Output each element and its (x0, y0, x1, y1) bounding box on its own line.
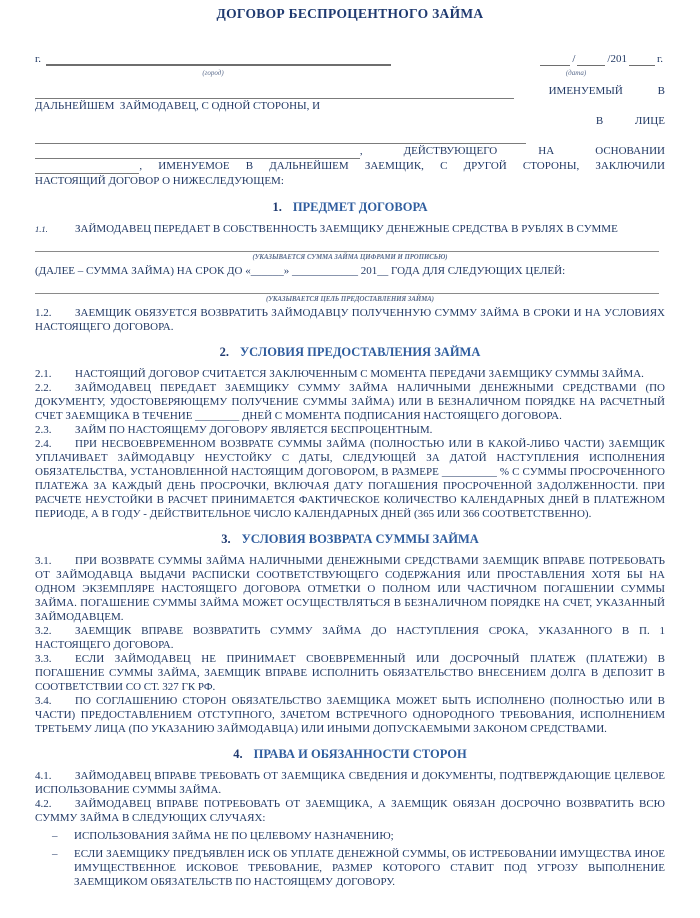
preamble-text: НАСТОЯЩИЙ ДОГОВОР О НИЖЕСЛЕДУЮЩЕМ: (35, 175, 284, 187)
preamble-line (35, 159, 665, 174)
section-number: 3. (221, 532, 231, 546)
preamble-text: НА (538, 145, 555, 157)
clause-text: ПО СОГЛАШЕНИЮ СТОРОН ОБЯЗАТЕЛЬСТВО ЗАЕМЩИКА МОЖЕТ БЫТЬ ИСПОЛНЕНО (ПОЛНОСТЬЮ ИЛИ В ЧАСТИ) ПРЕДОСТАВЛЕНИЕМ ОТСТУПНОГО, ЗАЧЕТОМ ВСТРЕЧНОГО ОДНОРОДНОГО ТРЕБОВАНИЯ, ИСПОЛНЕНИЕМ ТРЕТЬЕМУ ЛИЦА (ПО УКАЗАНИЮ ЗАЙМОДАВЦА) ИЛИ ИНЫМИ ДОПУСКАЕМЫМИ ЗАКОНОМ СРЕДСТВАМИ. (35, 695, 665, 735)
clause-paragraph (35, 381, 665, 423)
city-blank-line (46, 54, 391, 66)
clause-number: 1.2. (35, 307, 52, 319)
clause-paragraph (35, 437, 665, 521)
preamble (35, 84, 665, 189)
clause-paragraph (35, 624, 665, 652)
clause-text: ПРИ ВОЗВРАТЕ СУММЫ ЗАЙМА НАЛИЧНЫМИ ДЕНЕЖНЫМИ СРЕДСТВАМИ ЗАЕМЩИК ВПРАВЕ ПОТРЕБОВАТЬ ОТ ЗАЙМОДАВЦА ВЫДАЧИ РАСПИСКИ СООТВЕТСТВУЮЩЕГО СОДЕРЖАНИЯ ИЛИ ПРОСТАВЛЕНИЯ ХОТЯ БЫ НА ОДНОМ ЭКЗЕМПЛЯРЕ НАСТОЯЩЕГО ДОГОВОРА ОТМЕТКИ О ПОЛНОМ ИЛИ ЧАСТИЧНОМ ПОГАШЕНИИ СУММЫ ЗАЙМА. ПОГАШЕНИЕ СУММЫ ЗАЙМА МОЖЕТ ОСУЩЕСТВЛЯТЬСЯ В БЕЗНАЛИЧНОМ ПОРЯДКЕ НА СЧЕТ, УКАЗАННЫЙ ЗАЙМОДАВЦЕМ. (35, 555, 665, 623)
dash-bullet: – (52, 830, 58, 842)
preamble-text: СТОРОНЫ, (522, 160, 580, 172)
section-number: 1. (272, 200, 282, 214)
clause-paragraph (35, 769, 665, 797)
preamble-text: ОСНОВАНИИ (595, 145, 665, 157)
blank-hint-label: (УКАЗЫВАЕТСЯ СУММА ЗАЙМА ЦИФРАМИ И ПРОПИСЬЮ) (252, 254, 448, 261)
clause-paragraph (35, 222, 665, 236)
clause-number: 1.1. (35, 224, 48, 234)
clause-paragraph (35, 797, 665, 825)
preamble-text: ДАЛЬНЕЙШЕМ (269, 160, 349, 172)
preamble-line (35, 174, 665, 189)
fill-in-blank-line (35, 239, 659, 252)
preamble-text: ДЕЙСТВУЮЩЕГО (403, 145, 498, 157)
clause-text: НАСТОЯЩИЙ ДОГОВОР СЧИТАЕТСЯ ЗАКЛЮЧЕННЫМ С МОМЕНТА ПЕРЕДАЧИ ЗАЕМЩИКУ СУММЫ ЗАЙМА. (75, 368, 644, 380)
city-prefix-label: г. (35, 53, 42, 65)
clause-number: 2.1. (35, 368, 52, 380)
preamble-text: С (440, 160, 448, 172)
blank-underline (35, 163, 139, 174)
clause-text: ЗАЙМОДАВЕЦ ПЕРЕДАЕТ ЗАЕМЩИКУ СУММУ ЗАЙМА НАЛИЧНЫМИ ДЕНЕЖНЫМИ СРЕДСТВАМИ (ПО ДОКУМЕНТУ, УДОСТОВЕРЯЮЩЕМУ ПОЛУЧЕНИЕ СУММЫ ЗАЙМА) ИЛИ В БЕЗНАЛИЧНОМ ПОРЯДКЕ НА РАСЧЕТНЫЙ СЧЕТ ЗАЕМЩИКА В ТЕЧЕНИЕ ________ ДНЕЙ С МОМЕНТА ПОДПИСАНИЯ НАСТОЯЩЕГО ДОГОВОРА. (35, 382, 665, 422)
preamble-text: ДРУГОЙ (463, 160, 507, 172)
clause-number: 2.2. (35, 382, 52, 394)
city-date-row (35, 48, 665, 66)
fill-in-blank-line (35, 133, 526, 144)
preamble-text: ИМЕНУЕМЫЙ (548, 85, 623, 97)
date-day-blank (540, 54, 570, 66)
preamble-text: , (359, 145, 363, 157)
preamble-text: ЗАКЛЮЧИЛИ (595, 160, 665, 172)
city-field (35, 52, 391, 66)
clause-text: ЗАЙМ ПО НАСТОЯЩЕМУ ДОГОВОРУ ЯВЛЯЕТСЯ БЕСПРОЦЕНТНЫМ. (75, 424, 433, 436)
preamble-text: , (139, 160, 143, 172)
clause-number: 3.4. (35, 695, 52, 707)
preamble-text: В (245, 160, 254, 172)
section-title: ПРАВА И ОБЯЗАННОСТИ СТОРОН (253, 747, 467, 761)
date-field (487, 52, 665, 66)
clause-number: 3.3. (35, 653, 52, 665)
preamble-line (35, 99, 665, 114)
dash-list-item (52, 847, 665, 889)
clause-text: ЗАЕМЩИК ВПРАВЕ ВОЗВРАТИТЬ СУММУ ЗАЙМА ДО НАСТУПЛЕНИЯ СРОКА, УКАЗАННОГО В П. 1 НАСТОЯЩЕГО ДОГОВОРА. (35, 625, 665, 651)
preamble-line (35, 129, 665, 144)
date-month-blank (577, 54, 605, 66)
clause-number: 2.3. (35, 424, 52, 436)
preamble-text: ЛИЦЕ (634, 115, 665, 127)
fill-in-blank-line (35, 159, 142, 174)
section-title: УСЛОВИЯ ВОЗВРАТА СУММЫ ЗАЙМА (241, 532, 479, 546)
section-number: 4. (233, 747, 243, 761)
preamble-text: ДАЛЬНЕЙШЕМ ЗАЙМОДАВЕЦ, С ОДНОЙ СТОРОНЫ, И (35, 100, 321, 112)
clause-paragraph (35, 652, 665, 694)
preamble-line (35, 144, 665, 159)
fill-in-blank-line (35, 144, 363, 159)
clause-text: ЗАЙМОДАВЕЦ ВПРАВЕ ПОТРЕБОВАТЬ ОТ ЗАЕМЩИКА, А ЗАЕМЩИК ОБЯЗАН ДОСРОЧНО ВОЗВРАТИТЬ ВСЮ СУММУ ЗАЙМА В СЛЕДУЮЩИХ СЛУЧАЯХ: (35, 798, 665, 824)
preamble-text: В (657, 85, 665, 97)
clause-text: ПРИ НЕСВОЕВРЕМЕННОМ ВОЗВРАТЕ СУММЫ ЗАЙМА (ПОЛНОСТЬЮ ИЛИ В КАКОЙ-ЛИБО ЧАСТИ) ЗАЕМЩИК УПЛАЧИВАЕТ ЗАЙМОДАВЦУ НЕУСТОЙКУ С ДАТЫ, СЛЕДУЮЩЕЙ ЗА ДАТОЙ НАСТУПЛЕНИЯ ИСПОЛНЕНИЯ ОБЯЗАТЕЛЬСТВА, УСТАНОВЛЕННОЙ НАСТОЯЩИМ ДОГОВОРОМ, В РАЗМЕРЕ __________ % С СУММЫ ПРОСРОЧЕННОГО ПЛАТЕЖА ЗА КАЖДЫЙ ДЕНЬ ПРОСРОЧКИ, ВКЛЮЧАЯ ДАТУ ПОГАШЕНИЯ ПРОСРОЧЕННОЙ ЗАДОЛЖЕННОСТИ. ПРИ РАСЧЕТЕ НЕУСТОЙКИ В РАСЧЕТ ПРИНИМАЕТСЯ ФАКТИЧЕСКОЕ КОЛИЧЕСТВО КАЛЕНДАРНЫХ ДНЕЙ В ПЛАТЕЖНОМ ПЕРИОДЕ, А В ГОДУ - ДЕЙСТВИТЕЛЬНОЕ ЧИСЛО КАЛЕНДАРНЫХ ДНЕЙ (365 ИЛИ 366 СООТВЕТСТВЕННО). (35, 438, 665, 520)
clause-number: 4.2. (35, 798, 52, 810)
clause-paragraph (35, 694, 665, 736)
clause-text: ЗАЙМОДАВЕЦ ВПРАВЕ ТРЕБОВАТЬ ОТ ЗАЕМЩИКА СВЕДЕНИЯ И ДОКУМЕНТЫ, ПОДТВЕРЖДАЮЩИЕ ЦЕЛЕВОЕ ИСПОЛЬЗОВАНИЕ СУММЫ ЗАЙМА. (35, 770, 665, 796)
preamble-line (35, 114, 665, 129)
clause-text: ЗАЕМЩИК ОБЯЗУЕТСЯ ВОЗВРАТИТЬ ЗАЙМОДАВЦУ ПОЛУЧЕННУЮ СУММУ ЗАЙМА В СРОКИ И НА УСЛОВИЯХ НАСТОЯЩЕГО ДОГОВОРА. (35, 307, 665, 333)
section-heading (35, 531, 665, 547)
blank-underline (35, 148, 360, 159)
dash-item-text: ЕСЛИ ЗАЕМЩИКУ ПРЕДЪЯВЛЕН ИСК ОБ УПЛАТЕ ДЕНЕЖНОЙ СУММЫ, ОБ ИСТРЕБОВАНИИ ИМУЩЕСТВА ИНОЕ ИМУЩЕСТВЕННОЕ ИСКОВОЕ ТРЕБОВАНИЕ, РАЗМЕР КОТОРОГО СТАВИТ ПОД УГРОЗУ ВЫПОЛНЕНИЕ ЗАЕМЩИКОМ ОБЯЗАТЕЛЬСТВ ПО НАСТОЯЩЕМУ ДОГОВОРУ. (74, 848, 665, 888)
dash-list-item (52, 829, 665, 843)
clause-number: 4.1. (35, 770, 52, 782)
spacer (35, 128, 564, 129)
clause-paragraph (35, 554, 665, 624)
clause-text: (ДАЛЕЕ – СУММА ЗАЙМА) НА СРОК ДО «______» ____________ 201__ ГОДА ДЛЯ СЛЕДУЮЩИХ ЦЕЛЕЙ: (35, 265, 566, 277)
section-heading (35, 344, 665, 360)
date-year-blank (629, 54, 655, 66)
clause-paragraph (35, 423, 665, 437)
date-slash: / (572, 53, 576, 65)
clause-text: ЕСЛИ ЗАЙМОДАВЕЦ НЕ ПРИНИМАЕТ СВОЕВРЕМЕННЫЙ ИЛИ ДОСРОЧНЫЙ ПЛАТЕЖ (ПЛАТЕЖИ) В ПОГАШЕНИЕ СУММЫ ЗАЙМА, ЗАЕМЩИК ВПРАВЕ ИСПОЛНИТЬ ОБЯЗАТЕЛЬСТВО ВНЕСЕНИЕМ ДОЛГА В ДЕПОЗИТ В СООТВЕТСТВИИ СО СТ. 327 ГК РФ. (35, 653, 665, 693)
date-hint-label: (дата) (565, 69, 587, 77)
field-hints-row (35, 66, 665, 79)
section-title: ПРЕДМЕТ ДОГОВОРА (292, 200, 428, 214)
blank-hint-label: (УКАЗЫВАЕТСЯ ЦЕЛЬ ПРЕДОСТАВЛЕНИЯ ЗАЙМА) (265, 296, 435, 303)
section-heading (35, 199, 665, 215)
city-hint-label: (город) (202, 69, 224, 77)
clause-number: 3.2. (35, 625, 52, 637)
preamble-line (35, 84, 665, 99)
dash-item-text: ИСПОЛЬЗОВАНИЯ ЗАЙМА НЕ ПО ЦЕЛЕВОМУ НАЗНАЧЕНИЮ; (74, 830, 394, 842)
section-title: УСЛОВИЯ ПРЕДОСТАВЛЕНИЯ ЗАЙМА (240, 345, 481, 359)
section-heading (35, 746, 665, 762)
clause-paragraph (35, 367, 665, 381)
fill-in-blank-line (35, 281, 659, 294)
document-title: ДОГОВОР БЕСПРОЦЕНТНОГО ЗАЙМА (216, 6, 484, 21)
fill-in-blank-line (35, 88, 514, 99)
date-suffix-label: г. (656, 53, 663, 65)
preamble-text: ИМЕНУЕМОЕ (158, 160, 230, 172)
clause-paragraph (35, 306, 665, 334)
contract-sections (35, 199, 665, 889)
blank-underline (35, 88, 514, 99)
date-year-prefix: /201 (607, 53, 627, 65)
dash-bullet: – (52, 848, 58, 860)
preamble-text: В (595, 115, 604, 127)
section-number: 2. (219, 345, 229, 359)
clause-number: 2.4. (35, 438, 52, 450)
clause-text: ЗАЙМОДАВЕЦ ПЕРЕДАЕТ В СОБСТВЕННОСТЬ ЗАЕМЩИКУ ДЕНЕЖНЫЕ СРЕДСТВА В РУБЛЯХ В СУММЕ (75, 223, 618, 235)
clause-number: 3.1. (35, 555, 52, 567)
preamble-text: ЗАЕМЩИК, (364, 160, 424, 172)
blank-underline (35, 133, 526, 144)
